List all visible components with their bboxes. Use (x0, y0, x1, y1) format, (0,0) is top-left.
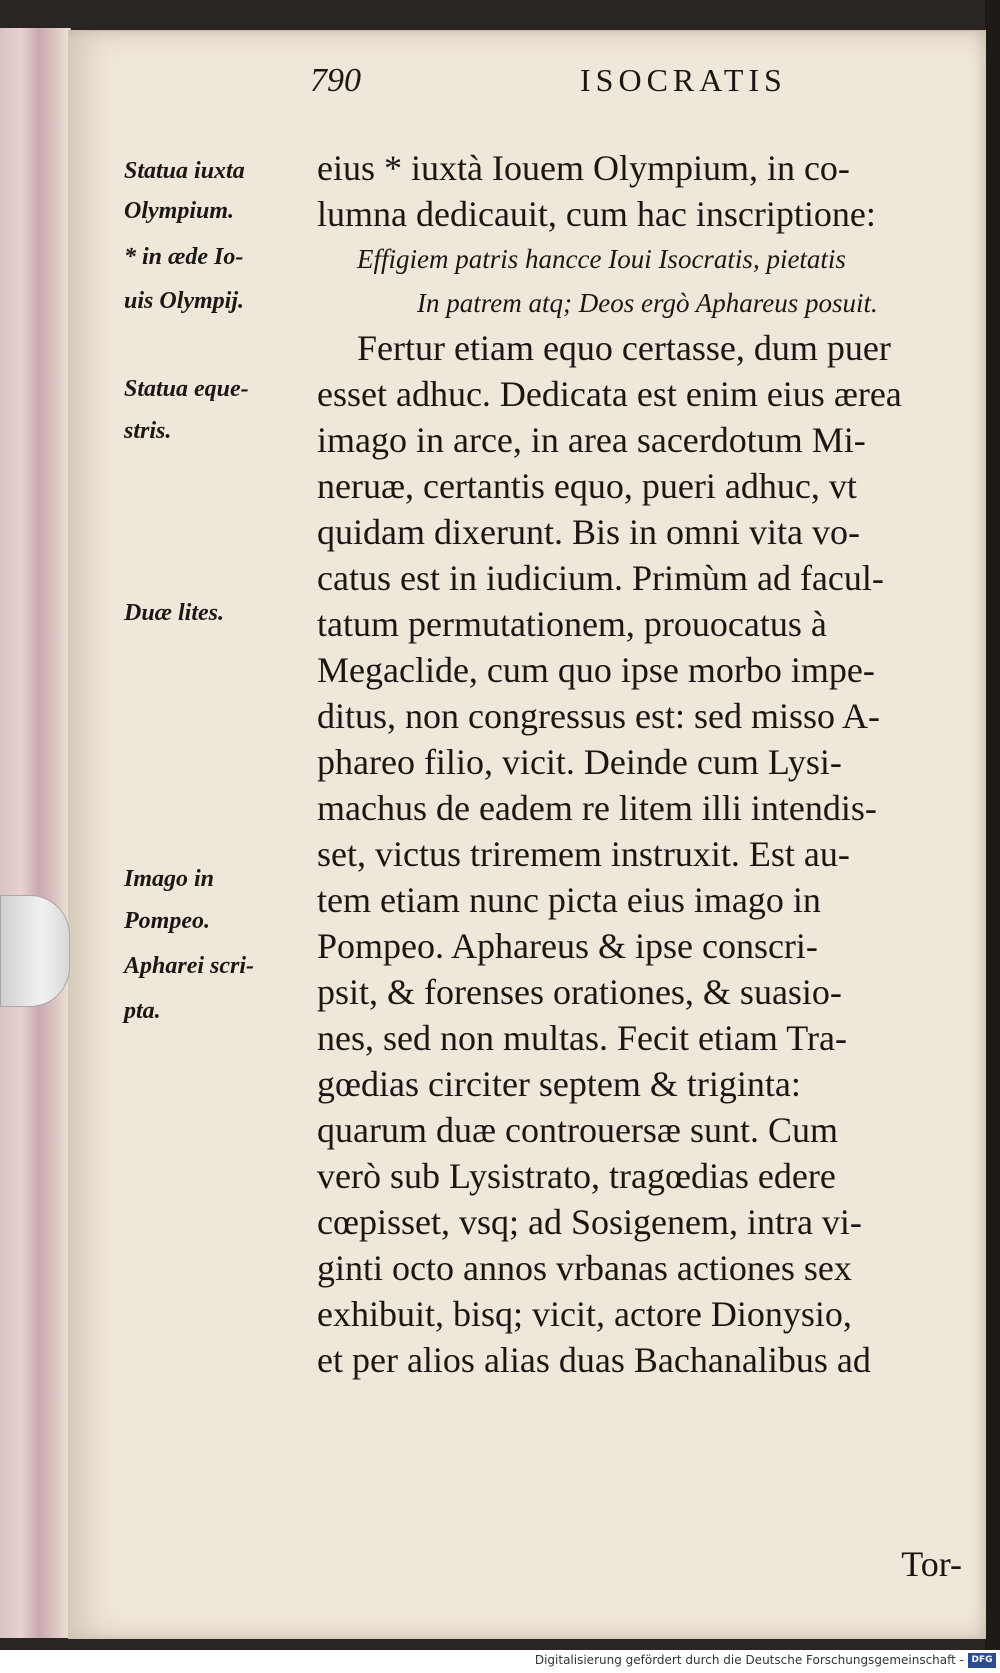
margin-note: Pompeo. (124, 908, 210, 934)
margin-note: Apharei scri- (124, 953, 255, 979)
footer-credit: Digitalisierung gefördert durch die Deutsche Forschungsgemeinschaft - (534, 1653, 964, 1667)
scan-right-border (985, 0, 1000, 1650)
page-number: 790 (310, 62, 361, 99)
text-line: Pompeo. Aphareus & ipse conscri- (317, 926, 818, 966)
text-line: ditus, non congressus est: sed misso A- (317, 696, 880, 736)
text-line: phareo filio, vicit. Deinde cum Lysi- (317, 742, 842, 782)
text-line: verò sub Lysistrato, tragœdias edere (317, 1156, 836, 1196)
text-line: Megaclide, cum quo ipse morbo impe- (317, 650, 875, 690)
text-line: machus de eadem re litem illi intendis- (317, 788, 877, 828)
text-line: lumna dedicauit, cum hac inscriptione: (317, 194, 876, 234)
margin-note: Duæ lites. (124, 600, 225, 626)
text-line: psit, & forenses orationes, & suasio- (317, 972, 842, 1012)
margin-note: pta. (124, 998, 161, 1024)
text-line: et per alios alias duas Bachanalibus ad (317, 1340, 871, 1380)
text-line: quidam dixerunt. Bis in omni vita vo- (317, 512, 860, 552)
text-line: exhibuit, bisq; vicit, actore Dionysio, (317, 1294, 852, 1334)
text-line: quarum duæ controuersæ sunt. Cum (317, 1110, 838, 1150)
dfg-logo-icon: DFG (968, 1653, 996, 1668)
margin-note: Statua eque- (124, 376, 249, 402)
margin-note: * in æde Io- (124, 244, 244, 270)
epigram-line: Effigiem patris hancce Ioui Isocratis, pietatis (357, 244, 846, 274)
text-line: cœpisset, vsq; ad Sosigenem, intra vi- (317, 1202, 862, 1242)
text-line: nes, sed non multas. Fecit etiam Tra- (317, 1018, 847, 1058)
catchword: Tor- (901, 1544, 962, 1584)
epigram-line: In patrem atq; Deos ergò Aphareus posuit. (417, 288, 878, 318)
text-line: set, victus triremem instruxit. Est au- (317, 834, 850, 874)
text-line: catus est in iudicium. Primùm ad facul- (317, 558, 884, 598)
margin-note: Olympium. (124, 198, 235, 224)
margin-note: Statua iuxta (124, 158, 245, 184)
book-page-edges (0, 28, 71, 1638)
page-header (310, 62, 830, 122)
text-line: gœdias circiter septem & triginta: (317, 1064, 801, 1104)
margin-note: Imago in (124, 866, 215, 892)
digitization-footer (0, 1650, 1000, 1673)
text-line: Fertur etiam equo certasse, dum puer (357, 328, 891, 368)
text-line: esset adhuc. Dedicata est enim eius ærea (317, 374, 902, 414)
text-line: ginti octo annos vrbanas actiones sex (317, 1248, 852, 1288)
text-line: imago in arce, in area sacerdotum Mi- (317, 420, 866, 460)
book-clip (0, 895, 70, 1007)
body-text (317, 145, 977, 1383)
text-line: eius * iuxtà Iouem Olympium, in co- (317, 148, 850, 188)
margin-note: stris. (124, 418, 172, 444)
text-line: tem etiam nunc picta eius imago in (317, 880, 821, 920)
text-line: neruæ, certantis equo, pueri adhuc, vt (317, 466, 857, 506)
margin-note: uis Olympij. (124, 288, 245, 314)
running-head: ISOCRATIS (580, 62, 787, 98)
text-line: tatum permutationem, prouocatus à (317, 604, 827, 644)
